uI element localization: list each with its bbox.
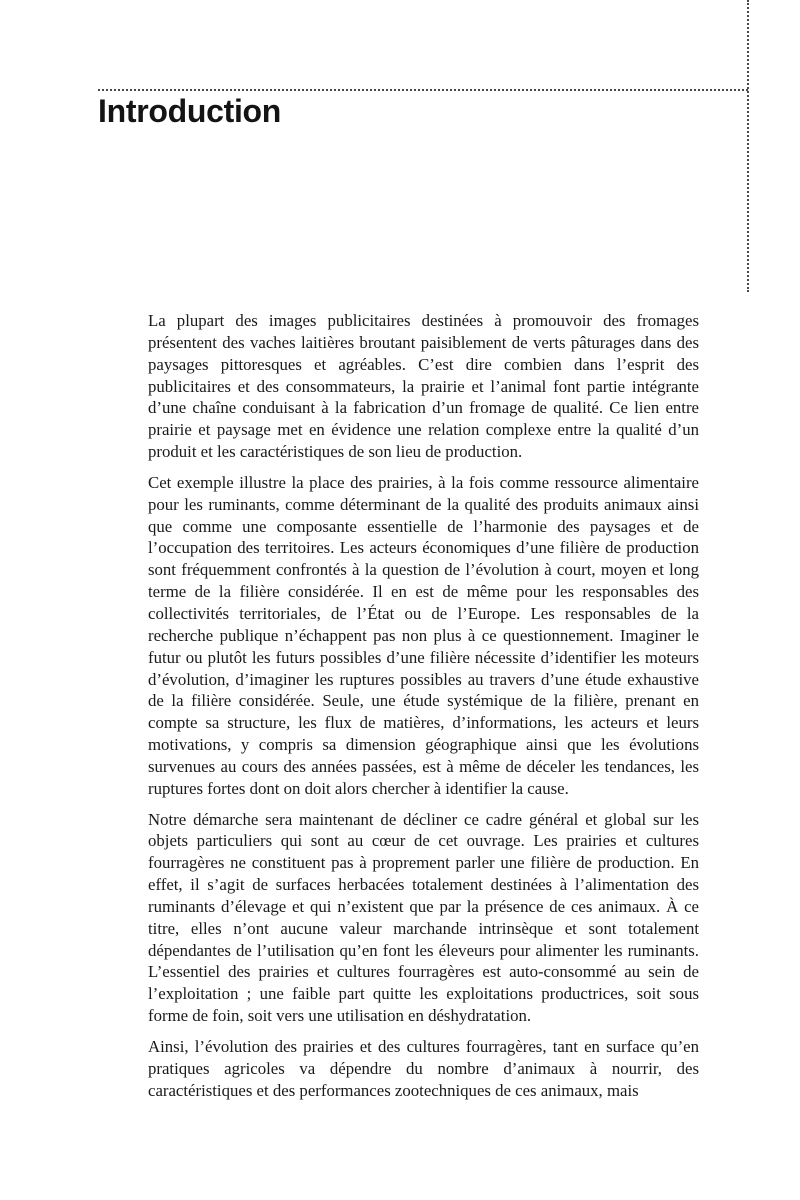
chapter-title: Introduction xyxy=(98,93,282,129)
paragraph-2: Cet exemple illustre la place des prairies, à la fois comme ressource alimentaire pour les ruminants, comme déterminant de la qualité des produits animaux ainsi que comme une composante essentielle de l’harmonie des paysages et de l’occupation des territoires. Les acteurs économiques d’une filière de production sont fréquemment confrontés à la question de l’évolution à court, moyen et long terme de la filière considérée. Il en est de même pour les responsables des collectivités territoriales, de l’État ou de l’Europe. Les responsables de la recherche publique n’échappent pas non plus à ce questionnement. Imaginer le futur ou plutôt les futurs possibles d’une filière nécessite d’identifier les moteurs d’évolution, d’imaginer les ruptures possibles au travers d’une étude exhaustive de la filière considérée. Seule, une étude systémique de la filière, prenant en compte sa structure, les flux de matières, d’informations, les acteurs et leurs motivations, y compris sa dimension géographique ainsi que les évolutions survenues au cours des années passées, est à même de déceler les tendances, les ruptures fortes dont on doit alors chercher à identifier la cause. xyxy=(148,472,699,798)
paragraph-3: Notre démarche sera maintenant de décliner ce cadre général et global sur les objets particuliers qui sont au cœur de cet ouvrage. Les prairies et cultures fourragères ne constituent pas à proprement parler une filière de production. En effet, il s’agit de surfaces herbacées totalement destinées à l’alimentation des ruminants d’élevage et qui n’existent que par la présence de ces animaux. À ce titre, elles n’ont aucune valeur marchande intrinsèque et sont totalement dépendantes de l’utilisation qu’en font les éleveurs pour alimenter les ruminants. L’essentiel des prairies et cultures fourragères est auto-consommé au sein de l’exploitation ; une faible part quitte les exploitations productrices, soit sous forme de foin, soit vers une utilisation en déshydratation. xyxy=(148,809,699,1026)
paragraph-1: La plupart des images publicitaires destinées à promouvoir des fromages présentent des vaches laitières broutant paisiblement de verts pâturages dans des paysages pittoresques et agréables. C’est dire combien dans l’esprit des publicitaires et des consommateurs, la prairie et l’animal font partie intégrante d’une chaîne conduisant à la fabrication d’un fromage de qualité. Ce lien entre prairie et paysage met en évidence une relation complexe entre la qualité d’un produit et les caractéristiques de son lieu de production. xyxy=(148,311,699,462)
body-text xyxy=(148,310,699,1111)
margin-dotted-vertical-rule xyxy=(747,0,749,292)
paragraph-4: Ainsi, l’évolution des prairies et des cultures fourragères, tant en surface qu’en pratiques agricoles va dépendre du nombre d’animaux à nourrir, des caractéristiques et des performances zootechniques de ces animaux, mais xyxy=(148,1037,699,1100)
